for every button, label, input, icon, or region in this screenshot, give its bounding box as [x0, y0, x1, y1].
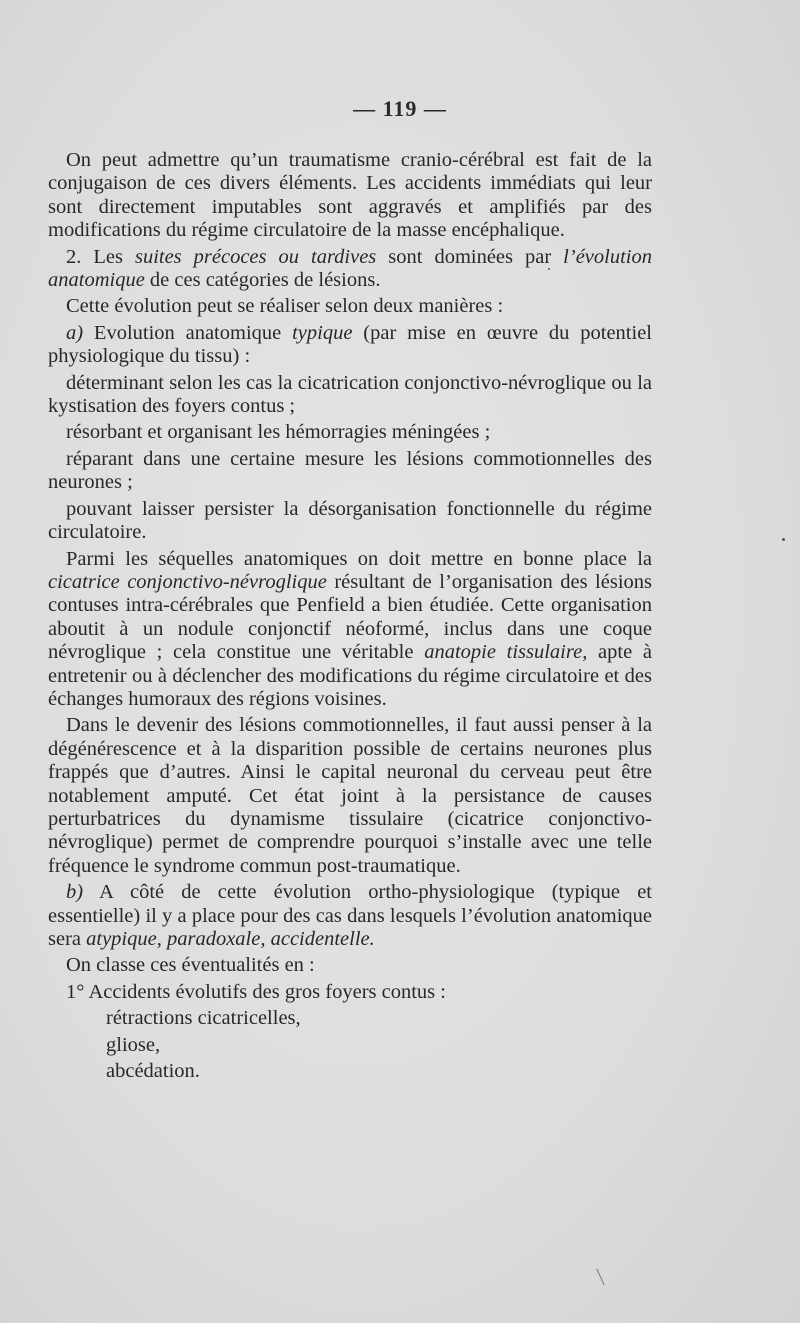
paragraph-a: a) Evolution anatomique typique (par mise en œuvre du potentiel physiologique du tissu) : [48, 321, 652, 368]
list-item: abcédation. [106, 1060, 200, 1083]
list-heading: 1° Accidents évolutifs des gros foyers contus : [66, 980, 446, 1003]
paragraph-classe: On classe ces éventualités en : [66, 954, 315, 977]
italic-phrase: l’évolution anatomique [48, 245, 652, 292]
page-number: — 119 — [353, 96, 447, 121]
italic-phrase: suites précoces ou tardives [134, 245, 377, 268]
italic-phrase: atypique, paradoxale, accidentelle. [86, 928, 375, 950]
paragraph-b: b) A côté de cette évolution ortho-physiologique (typique et essentielle) il y a place pour des cas dans lesquels l’évolution anatomique sera atypique, paradoxale, accidentelle. [48, 881, 652, 950]
paragraph-1: On peut admettre qu’un traumatisme cranio-cérébral est fait de la conjugaison de ces divers éléments. Les accidents immédiats qui leur sont directement imputables sont aggravés et amplifiés par des modifications du régime circulatoire de la masse encéphalique. [48, 149, 652, 242]
italic-phrase: typique [292, 321, 353, 344]
paragraph-determinant: déterminant selon les cas la cicatrication conjonctivo-névroglique ou la kystisation des foyers contus ; [48, 371, 652, 418]
italic-phrase: cicatrice conjonctivo-névroglique [48, 570, 327, 593]
paper-speck [596, 1269, 605, 1286]
page-body [48, 149, 652, 1086]
list-item: gliose, [106, 1033, 161, 1056]
paragraph-pouvant: pouvant laisser persister la désorganisation fonctionnelle du régime circulatoire. [48, 497, 652, 544]
paragraph-resorbant: résorbant et organisant les hémorragies méningées ; [66, 421, 491, 444]
paragraph-parmi: Parmi les séquelles anatomiques on doit mettre en bonne place la cicatrice conjonctivo-névroglique résultant de l’organisation des lésions contuses intra-cérébrales que Penfield a bien étudiée. Cette organisation aboutit à un nodule conjonctif néoformé, inclus dans une coque névroglique ; cela constitue une véritable anatopie tissulaire, apte à entretenir ou à déclencher des modifications du régime circulatoire et des échanges humoraux des régions voisines. [48, 547, 653, 710]
paper-speck [548, 268, 550, 270]
paragraph-reparant: réparant dans une certaine mesure les lésions commotionnelles des neurones ; [48, 447, 652, 494]
paragraph-3: Cette évolution peut se réaliser selon deux manières : [66, 295, 504, 318]
list-item: rétractions cicatricelles, [106, 1007, 301, 1030]
paragraph-devenir: Dans le devenir des lésions commotionnelles, il faut aussi penser à la dégénérescence et à la disparition possible de certains neurones plus frappés que d’autres. Ainsi le capital neuronal du cerveau peut être notablement amputé. Cet état joint à la persistance de causes perturbatrices du dynamisme tissulaire (cicatrice conjonctivo-névroglique) permet de comprendre pourquoi s’installe avec une telle fréquence le syndrome commun post-traumatique. [48, 714, 652, 877]
paragraph-2: 2. Les suites précoces ou tardives sont dominées par l’évolution anatomique de ces catégories de lésions. [48, 245, 652, 292]
list-label: b) [66, 881, 84, 904]
italic-phrase: anatopie tissulaire, [424, 641, 588, 664]
paper-speck [782, 538, 785, 541]
list-label: a) [66, 321, 84, 344]
